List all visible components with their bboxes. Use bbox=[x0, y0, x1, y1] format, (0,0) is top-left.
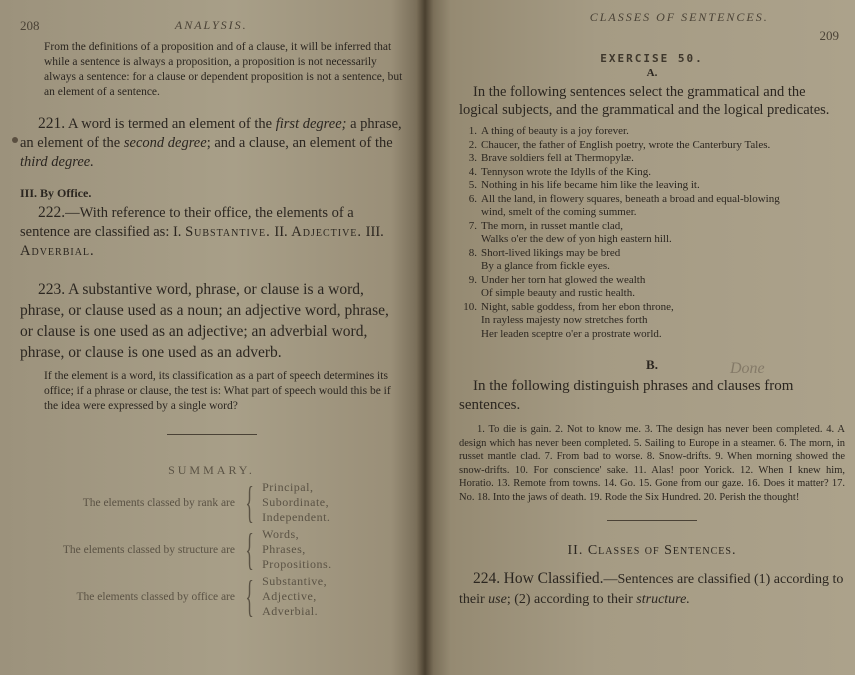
paragraph-224 bbox=[459, 569, 845, 610]
item-text: Chaucer, the father of English poetry, wrote the Canterbury Tales. bbox=[481, 138, 771, 151]
summary-item: Principal, bbox=[262, 480, 314, 494]
summary-item: Adverbial. bbox=[262, 604, 319, 618]
instructions-a: In the following sentences select the grammatical and the logical subjects, and the grammatical and the logical predicates. bbox=[459, 84, 830, 118]
summary-row-structure bbox=[20, 524, 403, 574]
exercise-title: EXERCISE 50. bbox=[600, 52, 704, 65]
item-number: 5. bbox=[468, 179, 477, 191]
item-text: Nothing in his life became him like the leaving it. bbox=[481, 179, 700, 191]
list-item-continuation: In rayless majesty now stretches forth bbox=[481, 314, 648, 326]
list-item bbox=[459, 139, 845, 153]
right-page-number: 209 bbox=[819, 28, 839, 43]
item-text: All the land, in flowery squares, beneath a broad and equal-blowing bbox=[481, 192, 780, 205]
right-running-head bbox=[459, 10, 845, 44]
left-page bbox=[0, 0, 425, 675]
list-item-continuation: wind, smelt of the coming summer. bbox=[481, 206, 637, 218]
item-number: 8. bbox=[468, 246, 477, 259]
pencil-annotation: Done bbox=[730, 360, 765, 377]
para-italic: third degree. bbox=[20, 154, 94, 170]
summary-item: Subordinate, bbox=[262, 495, 330, 509]
summary-items bbox=[262, 574, 327, 619]
list-item bbox=[459, 125, 845, 139]
item-number: 9. bbox=[468, 273, 477, 286]
summary-row-rank bbox=[20, 477, 403, 527]
para-smallcaps: Adverbial. bbox=[20, 243, 95, 259]
right-running-title: CLASSES OF SENTENCES. bbox=[589, 10, 769, 24]
list-item-continuation: Her leaden sceptre o'er a prostrate world. bbox=[481, 327, 662, 340]
para-text: ; and a clause, an element of the bbox=[206, 135, 393, 151]
item-text: The morn, in russet mantle clad, bbox=[481, 219, 624, 232]
para-text: A word is termed an element of the bbox=[67, 116, 276, 132]
summary-item: Adjective, bbox=[262, 589, 317, 603]
summary-table bbox=[20, 477, 403, 621]
instructions-b: In the following distinguish phrases and clauses from sentences. bbox=[459, 378, 794, 413]
para-number: 223. bbox=[38, 281, 66, 298]
summary-label: The elements classed by office are bbox=[76, 590, 235, 603]
item-text: A thing of beauty is a joy forever. bbox=[481, 125, 629, 137]
by-office-heading: III. By Office. bbox=[20, 186, 92, 200]
para-text: —With reference to their office, the elements of a sentence are classified as: I. bbox=[20, 205, 354, 240]
para-number: 224. bbox=[473, 570, 501, 587]
list-item-continuation: Walks o'er the dew of yon high eastern hill. bbox=[481, 233, 672, 245]
item-number: 2. bbox=[468, 138, 477, 151]
list-item bbox=[459, 220, 845, 234]
divider bbox=[607, 520, 697, 521]
intro-note: From the definitions of a proposition and of a clause, it will be inferred that while a sentence is always a proposition, a proposition is not necessarily always a sentence: for a clause or dependent proposition is not a sentence, but an element of a sentence. bbox=[44, 41, 403, 98]
item-text: Short-lived likings may be bred bbox=[481, 246, 621, 259]
summary-title: SUMMARY. bbox=[168, 463, 255, 477]
para-text: ; (2) according to their bbox=[506, 592, 637, 607]
summary-item: Substantive, bbox=[262, 574, 328, 588]
left-running-head bbox=[20, 18, 403, 34]
para-number: 222. bbox=[38, 204, 66, 221]
list-item bbox=[459, 301, 845, 315]
left-running-title: ANALYSIS. bbox=[174, 18, 248, 32]
list-item bbox=[459, 274, 845, 288]
item-text: Tennyson wrote the Idylls of the King. bbox=[481, 165, 652, 178]
list-item bbox=[459, 166, 845, 180]
part-b-label: B. bbox=[646, 357, 658, 372]
paragraph-223 bbox=[20, 279, 403, 363]
exercise-b-list: 1. To die is gain. 2. Not to know me. 3. The design has never been completed. 4. A design which has never been completed. 5. Sailing to Europe in a steamer. 6. The morn, in russet mantle clad. 7. From bad to worse. 8. Snow-drifts. 9. When morning showed the snow-drifts. 10. For conscience' sake. 11. Alas! poor Yorick. 12. When I knew him, Horatio. 13. Remote from towns. 14. Go. 15. Gone from our gaze. 16. Does it matter? 17. No. 18. Into the jaws of death. 19. Rode the Six Hundred. 20. Perish the thought! bbox=[459, 424, 845, 503]
summary-item: Propositions. bbox=[262, 557, 332, 571]
summary-label: The elements classed by structure are bbox=[62, 543, 235, 556]
right-page bbox=[425, 0, 855, 675]
item-text: Brave soldiers fell at Thermopylæ. bbox=[481, 152, 634, 164]
para-text: —Sentences are classified (1) according to their bbox=[459, 572, 844, 607]
list-item bbox=[459, 179, 845, 193]
brace-icon: { bbox=[245, 524, 254, 574]
divider bbox=[167, 434, 257, 435]
para-text: a phrase, an element of the bbox=[20, 116, 402, 151]
paragraph-222 bbox=[20, 203, 403, 261]
exercise-a-list bbox=[459, 125, 845, 341]
summary-item: Words, bbox=[262, 527, 300, 541]
summary-items bbox=[262, 480, 330, 525]
item-number: 6. bbox=[468, 192, 477, 205]
para-number: 221. bbox=[38, 115, 66, 132]
para-italic: first degree; bbox=[275, 116, 347, 132]
item-number: 1. bbox=[468, 125, 477, 137]
brace-icon: { bbox=[245, 477, 254, 527]
list-item bbox=[459, 152, 845, 166]
para-smallcaps: Substantive. bbox=[185, 224, 271, 240]
para-italic: use bbox=[488, 592, 507, 607]
summary-label: The elements classed by rank are bbox=[82, 496, 235, 509]
paragraph-221 bbox=[20, 114, 403, 172]
para-text: A substantive word, phrase, or clause is a word, phrase, or clause used as a noun; an adjective word, phrase, or clause is one used as an adjective; an adverbial word, phrase, or clause is one used as an adverb. bbox=[20, 281, 389, 361]
item-number: 4. bbox=[468, 165, 477, 178]
summary-item: Phrases, bbox=[262, 542, 306, 556]
margin-mark bbox=[12, 137, 18, 143]
para-italic: structure. bbox=[636, 592, 690, 607]
brace-icon: { bbox=[245, 571, 254, 621]
paragraph-223-note: If the element is a word, its classification as a part of speech determines its office; if a phrase or clause, the test is: What part of speech would this be if the idea were expressed by a single word? bbox=[44, 370, 391, 412]
list-item bbox=[459, 193, 845, 207]
item-text: Night, sable goddess, from her ebon throne, bbox=[481, 300, 674, 313]
summary-item: Independent. bbox=[262, 510, 331, 524]
para-italic: second degree bbox=[123, 135, 207, 151]
summary-row-office bbox=[20, 571, 403, 621]
book-gutter bbox=[416, 0, 434, 675]
para-heading: How Classified. bbox=[503, 570, 604, 587]
section-heading: II. Classes of Sentences. bbox=[567, 543, 737, 558]
summary-items bbox=[262, 527, 332, 572]
list-item bbox=[459, 247, 845, 261]
item-number: 3. bbox=[468, 152, 477, 164]
part-a-label: A. bbox=[646, 67, 658, 79]
left-page-number: 208 bbox=[20, 18, 40, 33]
item-text: Under her torn hat glowed the wealth bbox=[481, 273, 646, 286]
para-text: II. bbox=[270, 224, 292, 240]
item-number: 10. bbox=[463, 300, 477, 313]
para-text: III. bbox=[362, 224, 384, 240]
list-item-continuation: Of simple beauty and rustic health. bbox=[481, 287, 635, 299]
item-number: 7. bbox=[468, 219, 477, 232]
para-smallcaps: Adjective. bbox=[291, 224, 363, 240]
list-item-continuation: By a glance from fickle eyes. bbox=[481, 260, 610, 272]
